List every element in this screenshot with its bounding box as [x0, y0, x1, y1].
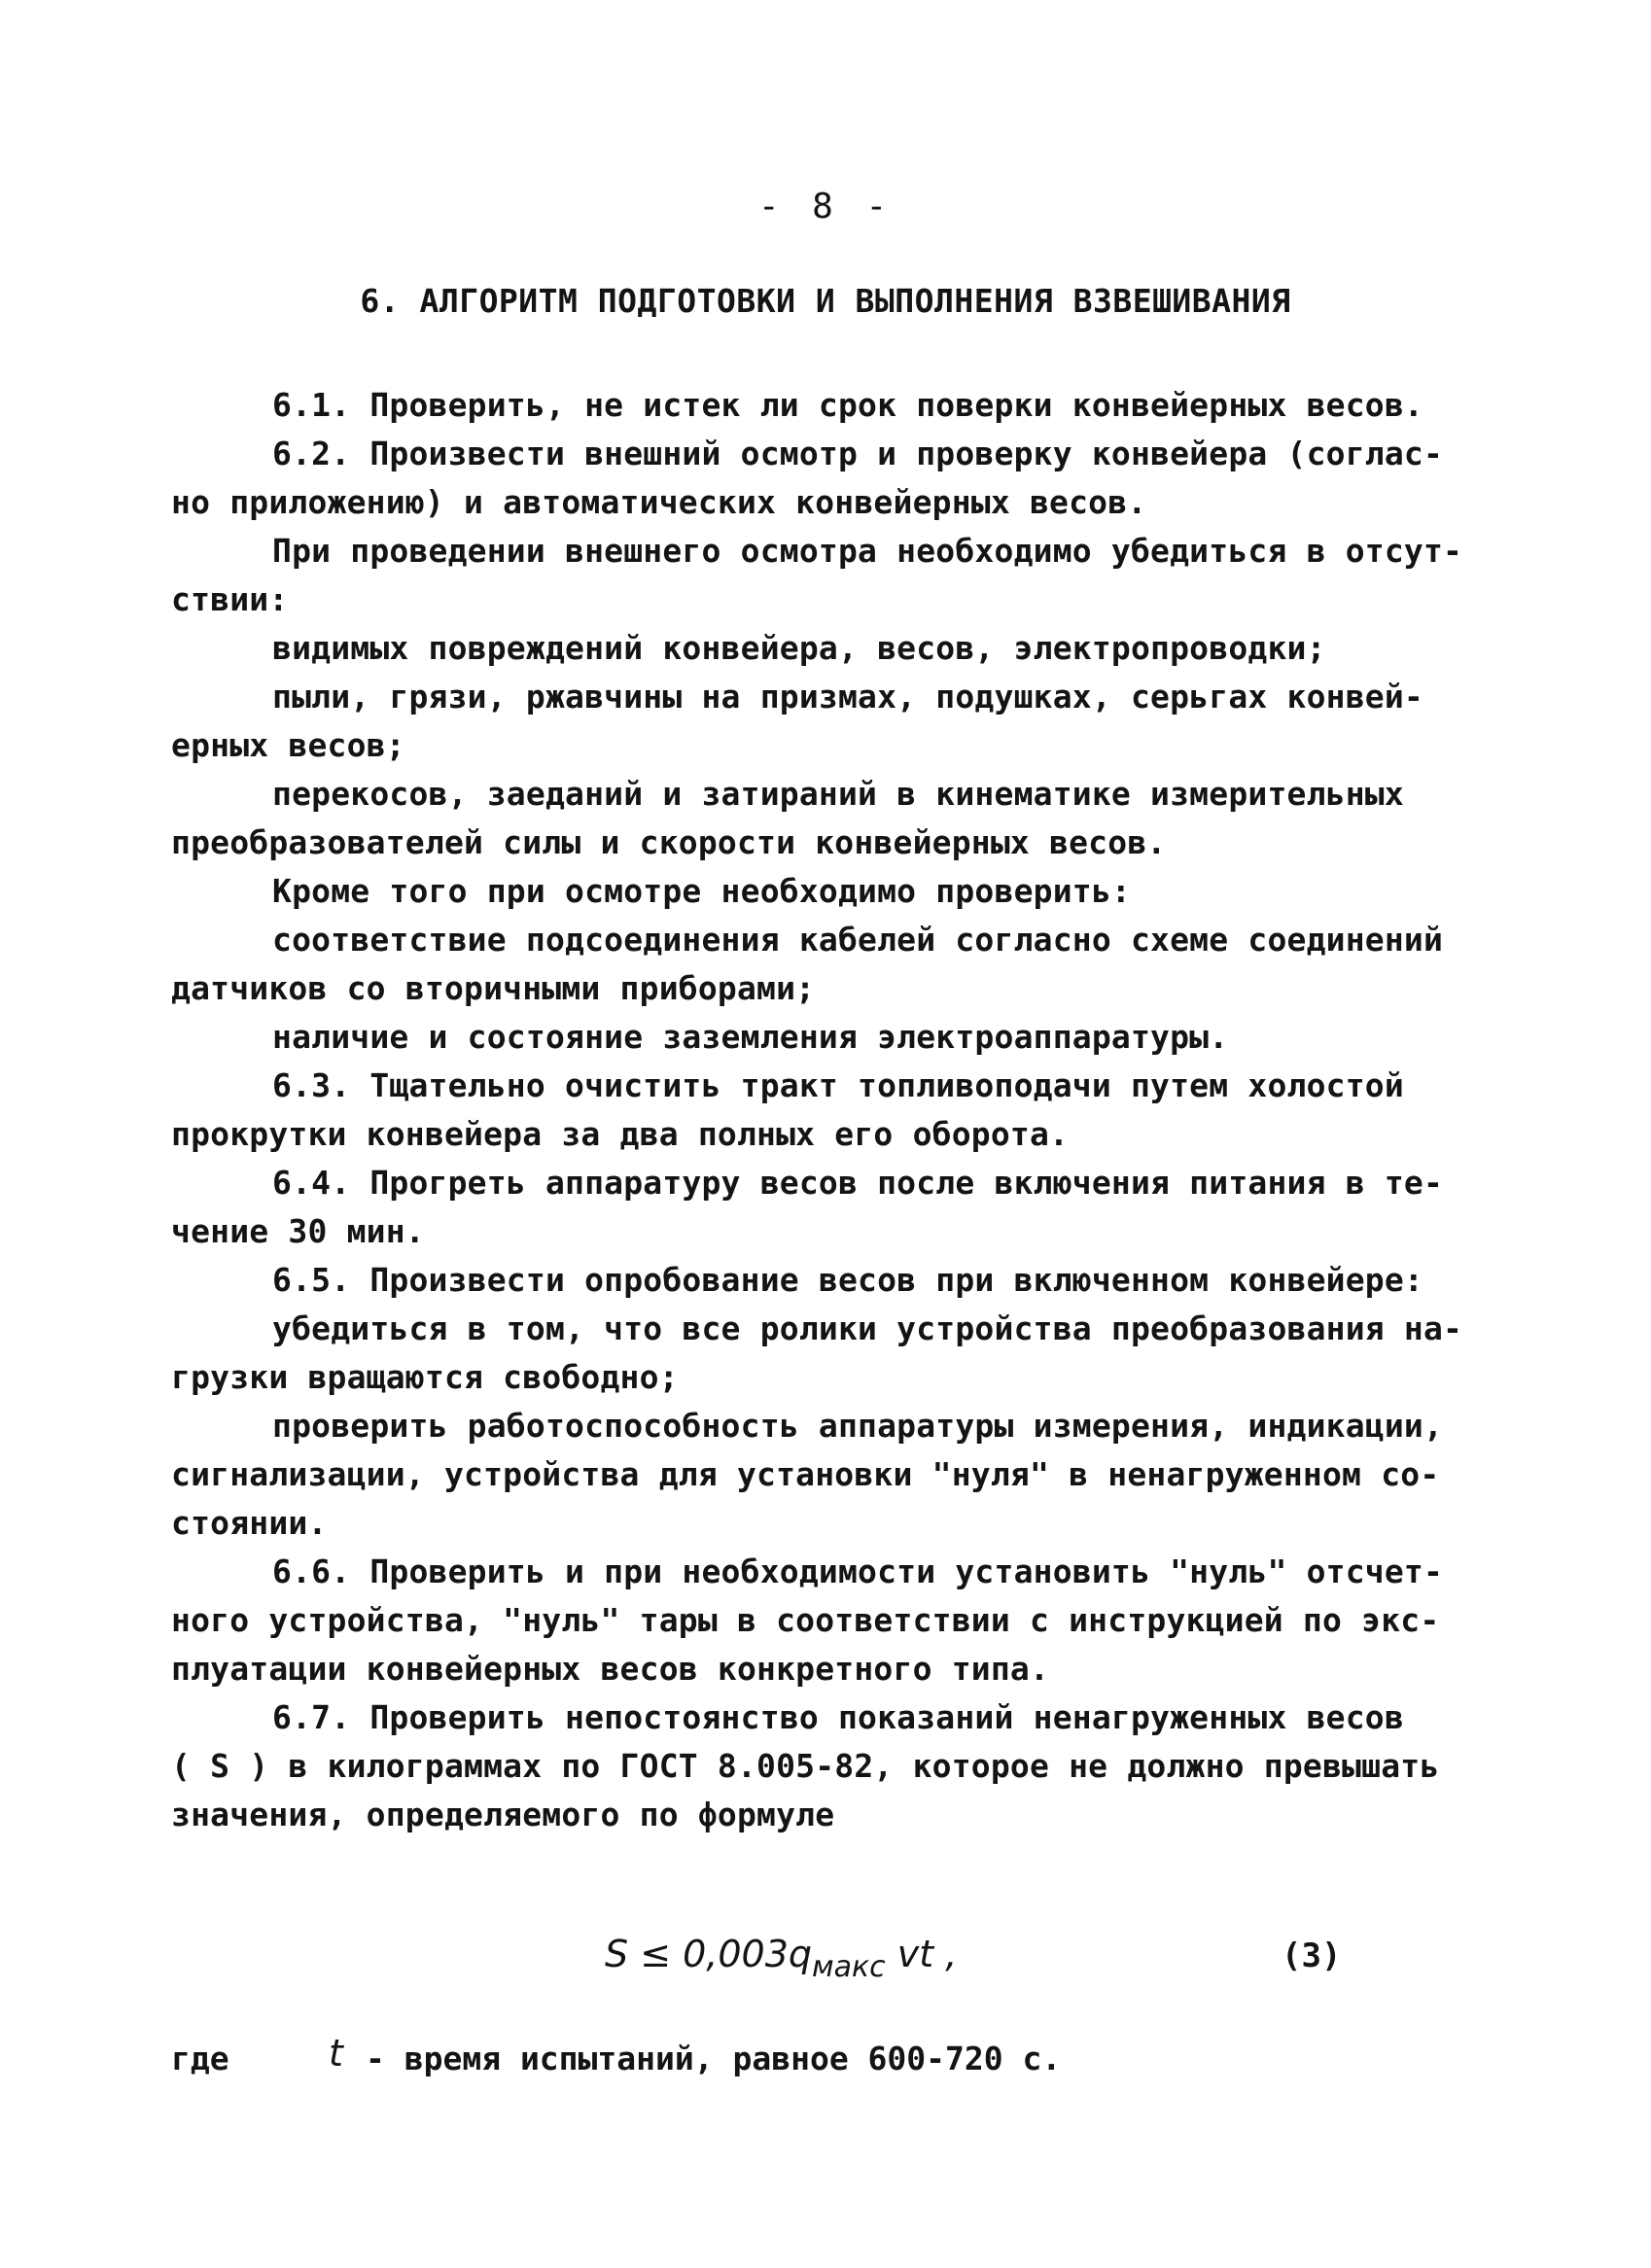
text-line: сигнализации, устройства для установки "нуля" в ненагруженном со- [171, 1455, 1440, 1493]
where-word: где [171, 2040, 229, 2077]
formula-tail: vt , [885, 1933, 958, 1975]
formula-subscript: макс [812, 1950, 886, 1984]
text-line: видимых повреждений конвейера, весов, электропроводки; [272, 629, 1326, 667]
text-line: прокрутки конвейера за два полных его оборота. [171, 1115, 1070, 1153]
text-line: чение 30 мин. [171, 1212, 425, 1250]
text-line: пыли, грязи, ржавчины на призмах, подушках, серьгах конвей- [272, 678, 1423, 715]
where-symbol: t [329, 2032, 343, 2075]
section-heading: 6. АЛГОРИТМ ПОДГОТОВКИ И ВЫПОЛНЕНИЯ ВЗВЕШИВАНИЯ [360, 282, 1291, 320]
text-line: ерных весов; [171, 726, 405, 764]
text-line: убедиться в том, что все ролики устройства преобразования на- [272, 1309, 1463, 1347]
text-line: но приложению) и автоматических конвейерных весов. [171, 483, 1147, 521]
text-line: проверить работоспособность аппаратуры измерения, индикации, [272, 1407, 1444, 1445]
text-line: Кроме того при осмотре необходимо проверить: [272, 872, 1131, 910]
formula [605, 1933, 957, 1984]
text-line: грузки вращаются свободно; [171, 1358, 679, 1396]
text-line: 6.2. Произвести внешний осмотр и проверку конвейера (соглас- [272, 435, 1444, 472]
where-text: - время испытаний, равное 600-720 с. [366, 2040, 1062, 2077]
text-line: соответствие подсоединения кабелей согласно схеме соединений [272, 921, 1444, 959]
equation-number: (3) [1282, 1937, 1342, 1975]
text-line: При проведении внешнего осмотра необходимо убедиться в отсут- [272, 532, 1463, 570]
text-line: ( S ) в килограммах по ГОСТ 8.005-82, которое не должно превышать [171, 1747, 1440, 1785]
text-line: преобразователей силы и скорости конвейерных весов. [171, 823, 1167, 861]
text-line: 6.6. Проверить и при необходимости установить "нуль" отсчет- [272, 1553, 1444, 1590]
text-line: значения, определяемого по формуле [171, 1796, 835, 1833]
formula-main: S ≤ 0,003q [605, 1933, 813, 1975]
text-line: перекосов, заеданий и затираний в кинематике измерительных [272, 775, 1404, 813]
text-line: наличие и состояние заземления электроаппаратуры. [272, 1018, 1229, 1056]
text-line: датчиков со вторичными приборами; [171, 969, 816, 1007]
text-line: 6.1. Проверить, не истек ли срок поверки конвейерных весов. [272, 386, 1423, 424]
text-line: стоянии. [171, 1504, 328, 1542]
text-line: 6.4. Прогреть аппаратуру весов после включения питания в те- [272, 1164, 1444, 1202]
page-number: - 8 - [757, 187, 894, 227]
text-line: 6.7. Проверить непостоянство показаний ненагруженных весов [272, 1698, 1404, 1736]
text-line: 6.5. Произвести опробование весов при включенном конвейере: [272, 1261, 1423, 1299]
text-line: 6.3. Тщательно очистить тракт топливоподачи путем холостой [272, 1066, 1404, 1104]
text-line: плуатации конвейерных весов конкретного типа. [171, 1650, 1050, 1688]
text-line: ствии: [171, 580, 289, 618]
text-line: ного устройства, "нуль" тары в соответствии с инструкцией по экс- [171, 1601, 1440, 1639]
